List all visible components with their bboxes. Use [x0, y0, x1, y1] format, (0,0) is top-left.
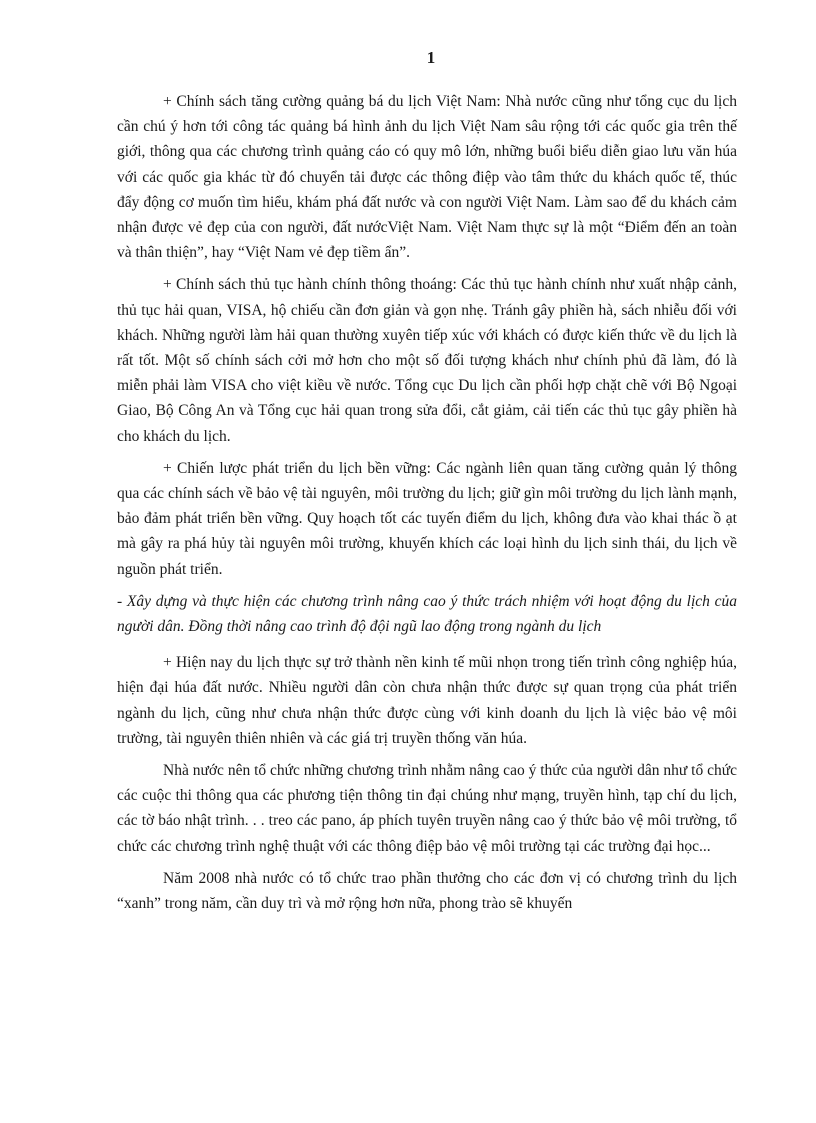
paragraph-green-awards-2008: Năm 2008 nhà nước có tổ chức trao phần thưởng cho các đơn vị có chương trình du lịch “xanh” trong năm, cần duy trì và mở rộng hơn nữa, phong trào sẽ khuyến: [117, 869, 737, 913]
document-body: [117, 89, 737, 923]
paragraph-state-programs: Nhà nước nên tổ chức những chương trình nhằm nâng cao ý thức của người dân như tổ chức các cuộc thi thông qua các phương tiện thông tin đại chúng như mạng, truyền hình, tạp chí du lịch, các tờ báo nhật trình. . . treo các pano, áp phích tuyên truyền nâng cao ý thức bảo vệ môi trường, tổ chức các chương trình nghệ thuật với các thông điệp bảo vệ môi trường tại các trường đại học...: [117, 762, 737, 855]
paragraph-tourism-key-economy: + Hiện nay du lịch thực sự trở thành nền kinh tế mũi nhọn trong tiến trình công nghiệp húa, hiện đại húa đất nước. Nhiều người dân còn chưa nhận thức được sự quan trọng của phát triển ngành du lịch, cũng như chưa nhận thức được cùng với kinh doanh du lịch là việc bảo vệ môi trường, tài nguyên thiên nhiên và các giá trị truyền thống văn húa.: [117, 654, 737, 747]
paragraph-sustainable-strategy: + Chiến lược phát triển du lịch bền vững: Các ngành liên quan tăng cường quản lý thông qua các chính sách về bảo vệ tài nguyên, môi trường du lịch; giữ gìn môi trường du lịch lành mạnh, bảo đảm phát triển bền vững. Quy hoạch tốt các tuyến điểm du lịch, không đưa vào khai thác ồ ạt mà gây ra phá hủy tài nguyên môi trường, khuyến khích các loại hình du lịch sinh thái, du lịch về nguồn phát triển.: [117, 459, 737, 578]
paragraph-promotion-policy: + Chính sách tăng cường quảng bá du lịch Việt Nam: Nhà nước cũng như tổng cục du lịch cần chú ý hơn tới công tác quảng bá hình ảnh du lịch Việt Nam sâu rộng tới các quốc gia trên thế giới, thông qua các chương trình quảng cáo có quy mô lớn, những buổi biểu diễn giao lưu văn húa với các quốc gia khác từ đó chuyển tải được các thông điệp vào tâm thức du khách quốc tế, thúc đẩy động cơ muốn tìm hiểu, khám phá đất nước và con người Việt Nam. Làm sao để du khách cảm nhận được vẻ đẹp của con người, đất nướcViệt Nam. Việt Nam thực sự là một “Điểm đến an toàn và thân thiện”, hay “Việt Nam vẻ đẹp tiềm ẩn”.: [117, 93, 737, 262]
page-number: 1: [426, 48, 436, 67]
paragraph-awareness-heading: - Xây dựng và thực hiện các chương trình nâng cao ý thức trách nhiệm với hoạt động du lịch của người dân. Đồng thời nâng cao trình độ đội ngũ lao động trong ngành du lịch: [117, 592, 737, 636]
paragraph-administrative-procedures: + Chính sách thủ tục hành chính thông thoáng: Các thủ tục hành chính như xuất nhập cảnh, thủ tục hải quan, VISA, hộ chiếu cần đơn giản và gọn nhẹ. Tránh gây phiền hà, sách nhiễu đối với khách. Những người làm hải quan thường xuyên tiếp xúc với khách có được kiến thức về du lịch là rất tốt. Một số chính sách cởi mở hơn cho một số đối tượng khách như chính phủ đã làm, đó là miễn phải làm VISA cho việt kiều về nước. Tổng cục Du lịch cần phối hợp chặt chẽ với Bộ Ngoại Giao, Bộ Công An và Tổng cục hải quan trong sửa đổi, cắt giảm, cải tiến các thủ tục gây phiền hà cho khách du lịch.: [117, 276, 737, 445]
